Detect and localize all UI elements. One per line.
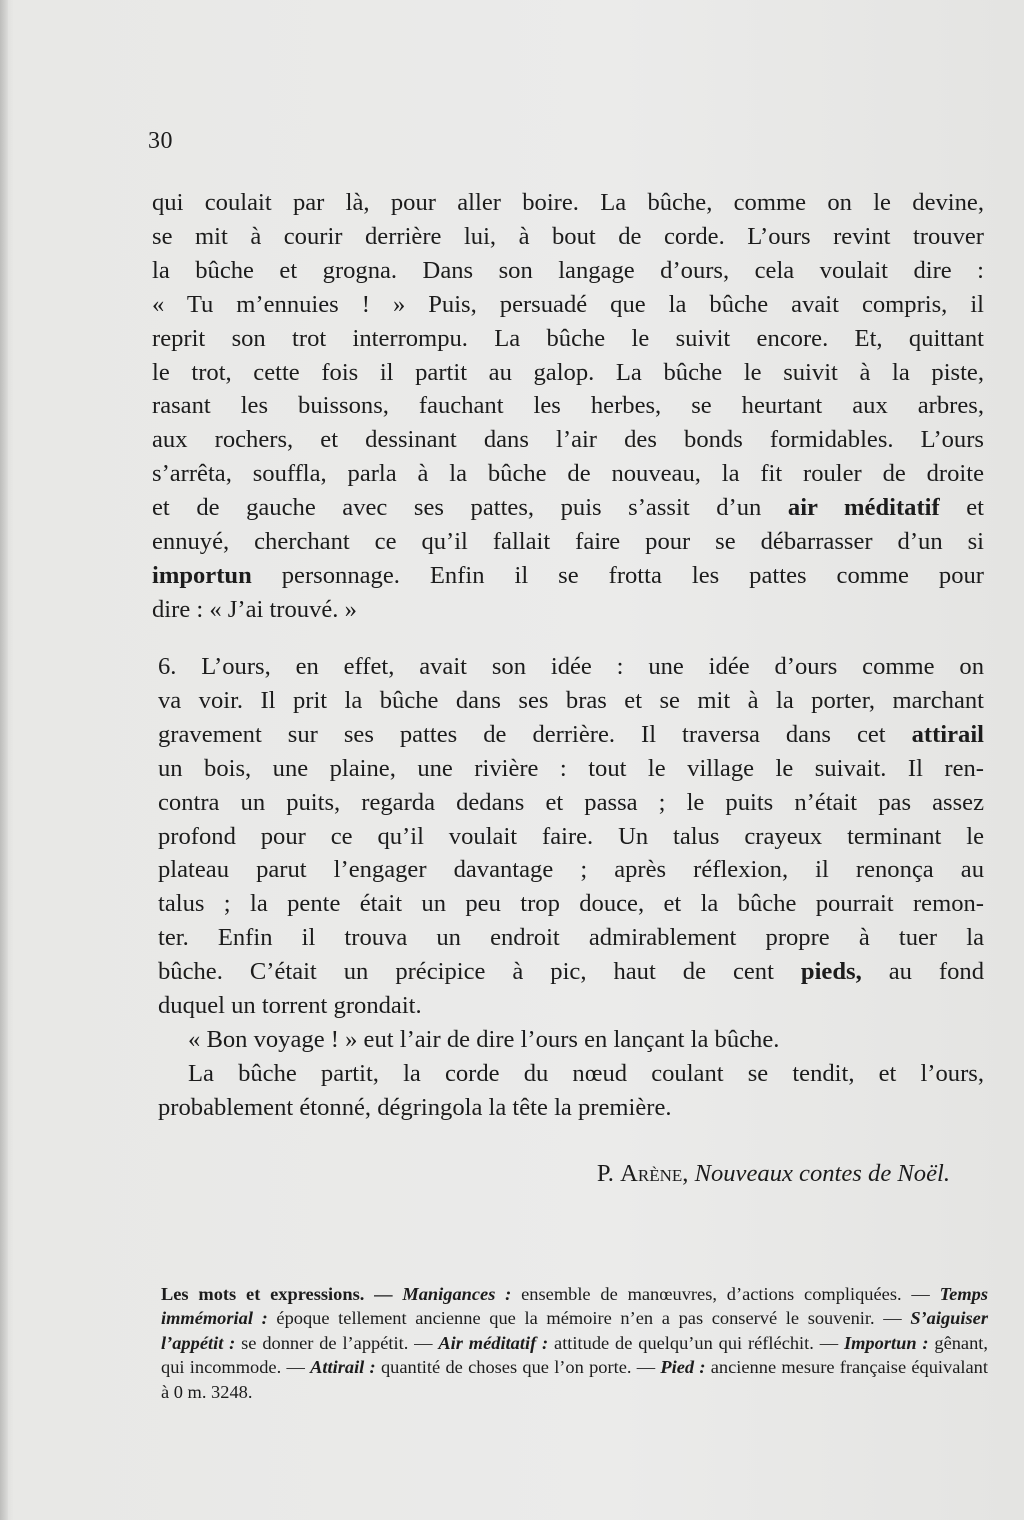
vocabulary-notes	[161, 1282, 988, 1404]
text-fragment: gravement sur ses pattes de derrière. Il traversa dans cet	[158, 720, 886, 748]
vocabulary-heading: Les mots et expressions. —	[161, 1284, 393, 1304]
page-number: 30	[148, 128, 173, 154]
vocab-term: Pied :	[660, 1357, 706, 1378]
paragraph-5-continued	[152, 186, 984, 627]
text-line	[152, 491, 984, 525]
text-line: se mit à courir derrière lui, à bout de corde. L’ours revint trouver	[152, 222, 984, 250]
attribution	[597, 1160, 950, 1188]
text-line: plateau parut l’engager davantage ; après réflexion, il renonça au	[158, 856, 984, 884]
vocab-term: Temps immémorial :	[161, 1284, 988, 1329]
text-fragment: et	[939, 494, 984, 522]
text-fragment: bûche. C’était un précipice à pic, haut de cent	[158, 958, 774, 986]
text-line: la bûche et grogna. Dans son langage d’ours, cela voulait dire :	[152, 256, 984, 284]
text-line: rasant les buissons, fauchant les herbes, se heurtant aux arbres,	[152, 392, 984, 420]
vocab-definition: quantité de choses que l’on porte. —	[375, 1357, 661, 1378]
vocab-definition: se donner de l’appétit. —	[235, 1332, 439, 1353]
text-line: talus ; la pente était un peu trop douce, et la bûche pourrait remon-	[158, 890, 984, 918]
text-line: va voir. Il prit la bûche dans ses bras et se mit à la porter, marchant	[158, 686, 984, 714]
vocab-definition: époque tellement ancienne que la mémoire n’en a pas conservé le souvenir. —	[267, 1308, 911, 1329]
page-edge	[0, 0, 8, 1520]
text-line	[158, 718, 984, 752]
vocab-definition: attitude de quelqu’un qui réfléchit. —	[548, 1332, 844, 1353]
text-line: s’arrêta, souffla, parla à la bûche de nouveau, la fit rouler de droite	[152, 460, 984, 488]
text-fragment: personnage. Enfin il se frotta les pattes comme pour	[251, 561, 984, 589]
vocab-definition: gênant, qui incommode. —	[161, 1332, 988, 1378]
bold-term-pieds: pieds,	[800, 958, 862, 986]
text-line: ter. Enfin il trouva un endroit admirablement propre à tuer la	[158, 924, 984, 952]
text-line: profond pour ce qu’il voulait faire. Un talus crayeux terminant le	[158, 822, 984, 850]
text-line: aux rochers, et dessinant dans l’air des bonds formidables. L’ours	[152, 426, 984, 454]
vocab-term: Air méditatif :	[438, 1332, 549, 1353]
text-line	[158, 955, 984, 989]
text-line: dire : « J’ai trouvé. »	[152, 595, 357, 623]
text-line: « Tu m’ennuies ! » Puis, persuadé que la bûche avait compris, il	[152, 290, 984, 318]
text-line: 6. L’ours, en effet, avait son idée : une idée d’ours comme on	[158, 653, 984, 680]
text-line: probablement étonné, dégringola la tête la première.	[158, 1093, 672, 1121]
bold-term-attirail: attirail	[911, 720, 984, 748]
text-line: « Bon voyage ! » eut l’air de dire l’ours en lançant la bûche.	[188, 1025, 780, 1053]
text-line: duquel un torrent grondait.	[158, 992, 422, 1020]
text-line: qui coulait par là, pour aller boire. La bûche, comme on le devine,	[152, 189, 984, 216]
vocab-term: Attirail :	[310, 1357, 376, 1378]
paragraph-6	[158, 650, 984, 1125]
text-fragment: et de gauche avec ses pattes, puis s’assit d’un	[152, 494, 762, 522]
bold-term-air-meditatif: air méditatif	[787, 494, 940, 522]
work-title: Nouveaux contes de Noël.	[694, 1160, 950, 1187]
vocab-definition: ensemble de manœuvres, d’actions compliquées. —	[511, 1284, 940, 1304]
text-line: contra un puits, regarda dedans et passa ; le puits n’était pas assez	[158, 788, 984, 816]
text-fragment: au fond	[861, 958, 984, 986]
text-line: ennuyé, cherchant ce qu’il fallait faire pour se débarrasser d’un si	[152, 528, 984, 556]
text-line: La bûche partit, la corde du nœud coulant se tendit, et l’ours,	[188, 1059, 984, 1087]
author-name: Arène,	[620, 1160, 689, 1187]
vocab-term: Manigances :	[402, 1284, 512, 1304]
bold-term-importun: importun	[152, 561, 252, 589]
text-line: le trot, cette fois il partit au galop. La bûche le suivit à la piste,	[152, 358, 984, 386]
text-line: reprit son trot interrompu. La bûche le suivit encore. Et, quittant	[152, 324, 984, 352]
vocab-definition: ancienne mesure française équivalant à 0 m. 3248.	[161, 1357, 988, 1402]
vocab-term: S’aiguiser l’appétit :	[161, 1308, 988, 1353]
author-initial: P.	[596, 1160, 614, 1187]
text-line: un bois, une plaine, une rivière : tout le village le suivait. Il ren-	[158, 754, 984, 782]
vocab-term: Importun :	[843, 1332, 929, 1353]
text-line	[152, 559, 984, 593]
